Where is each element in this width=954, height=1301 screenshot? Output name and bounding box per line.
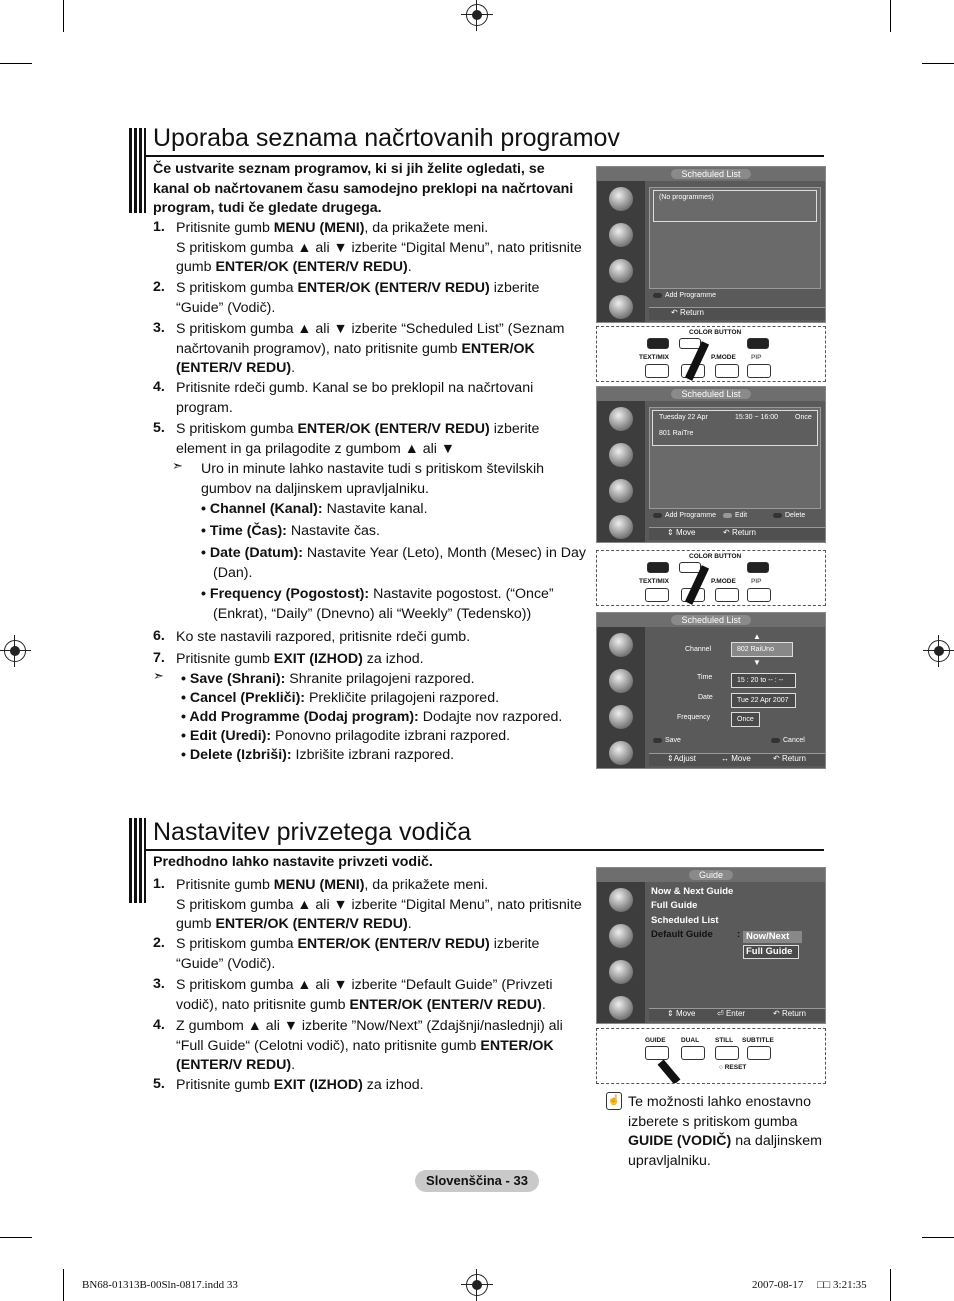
section-title: Nastavitev privzetega vodiča xyxy=(153,818,472,846)
time-field[interactable]: 15 : 20 to -- : -- xyxy=(731,673,796,688)
date-slug: 2007-08-17 xyxy=(752,1279,804,1291)
step-number: 7. xyxy=(153,650,165,666)
registration-mark-icon xyxy=(4,640,26,662)
list-entry: (No programmes) xyxy=(653,190,817,222)
step-note: Uro in minute lahko nastavite tudi s pritiskom številskih gumbov na daljinskem upravljalniku. xyxy=(201,461,545,497)
osd-list-panel xyxy=(649,187,821,289)
step-number: 4. xyxy=(153,1017,165,1033)
osd-bottom-bar: ⇕ Move ↶ Return xyxy=(649,527,825,540)
step-text: S pritiskom gumba ENTER/OK (ENTER/V REDU) izberite “Guide” (Vodič). xyxy=(176,280,540,316)
time-label: Time xyxy=(697,674,713,681)
crop-mark xyxy=(922,63,954,64)
setup-icon xyxy=(609,479,633,503)
sound-icon xyxy=(609,669,633,693)
osd-title: Scheduled List xyxy=(671,169,750,179)
input-icon xyxy=(609,741,633,765)
input-icon xyxy=(609,295,633,319)
delete-hint: Delete xyxy=(773,512,805,519)
arrow-up-icon: ▲ xyxy=(753,632,761,641)
time-slug: □□ 3:21:35 xyxy=(817,1279,867,1291)
remote-illustration: COLOR BUTTON TEXT/MIX P.MODE PIP xyxy=(596,326,826,382)
step-number: 6. xyxy=(153,628,165,644)
step-number: 3. xyxy=(153,320,165,336)
step-number: 2. xyxy=(153,935,165,951)
option-full-guide[interactable]: Full Guide xyxy=(743,945,799,959)
step-number: 5. xyxy=(153,1076,165,1092)
step-number: 5. xyxy=(153,420,165,436)
frequency-label: Frequency xyxy=(677,714,711,721)
step-text: S pritiskom gumba ENTER/OK (ENTER/V REDU) izberite element in ga prilagodite z gumbom ▲ ali ▼ xyxy=(176,421,540,457)
osd-title: Scheduled List xyxy=(671,615,750,625)
registration-mark-icon xyxy=(928,640,950,662)
red-button xyxy=(647,562,669,573)
list-entry[interactable]: Tuesday 22 Apr 15:30 ~ 16:00 Once 801 RaiTre xyxy=(652,410,818,446)
bullet-item: • Channel (Kanal): Nastavite kanal. xyxy=(201,501,428,517)
save-hint: Save xyxy=(653,737,681,744)
osd-scheduled-list-empty xyxy=(596,166,826,323)
crop-mark xyxy=(0,1237,32,1238)
sound-icon xyxy=(609,924,633,948)
step-text: Pritisnite gumb MENU (MENI), da prikažete meni. S pritiskom gumba ▲ ali ▼ izberite “Digital Menu”, nato pritisnite gumb ENTER/OK (ENTER/V REDU). xyxy=(176,220,582,275)
note-arrow-icon: ➣ xyxy=(172,458,183,473)
bullet-item: • Add Programme (Dodaj program): Dodajte nov razpored. xyxy=(181,709,563,725)
add-programme-hint: Add Programme xyxy=(653,512,716,519)
red-button xyxy=(647,338,669,349)
pointer-hand-icon xyxy=(658,1059,681,1084)
sound-icon xyxy=(609,443,633,467)
step-number: 1. xyxy=(153,219,165,235)
date-field[interactable]: Tue 22 Apr 2007 xyxy=(731,693,796,708)
section-marker xyxy=(129,818,146,903)
bullet-item: • Frequency (Pogostost): Nastavite pogostost. (“Once” (Enkrat), “Daily” (Dnevno) ali “Weekly” (Tedensko)) xyxy=(201,586,554,622)
osd-schedule-edit xyxy=(596,612,826,769)
crop-mark xyxy=(0,63,32,64)
osd-scheduled-list xyxy=(596,386,826,543)
frequency-field[interactable]: Once xyxy=(731,712,760,727)
section-title: Uporaba seznama načrtovanih programov xyxy=(153,124,620,152)
setup-icon xyxy=(609,705,633,729)
osd-menu-sidebar xyxy=(597,401,645,542)
step-number: 2. xyxy=(153,279,165,295)
osd-title: Scheduled List xyxy=(671,389,750,399)
osd-bottom-bar: ↶ Return xyxy=(649,307,825,320)
menu-item-now-next-guide[interactable]: Now & Next Guide xyxy=(651,886,734,897)
page-number: Slovenščina - 33 xyxy=(415,1170,539,1192)
osd-menu-sidebar xyxy=(597,181,645,322)
blue-button xyxy=(747,338,769,349)
remote-illustration: GUIDE DUAL STILL SUBTITLE ○ RESET xyxy=(596,1028,826,1084)
setup-icon xyxy=(609,960,633,984)
option-now-next[interactable]: Now/Next xyxy=(743,931,802,943)
picture-icon xyxy=(609,407,633,431)
step-number: 4. xyxy=(153,379,165,395)
bullet-item: • Cancel (Prekliči): Prekličite prilagojeni razpored. xyxy=(181,690,500,706)
menu-item-scheduled-list[interactable]: Scheduled List xyxy=(651,915,719,926)
registration-mark-icon xyxy=(466,1274,488,1296)
file-slug: BN68-01313B-00Sln-0817.indd 33 xyxy=(82,1279,238,1291)
note-arrow-icon: ➣ xyxy=(153,668,164,683)
step-text: S pritiskom gumba ENTER/OK (ENTER/V REDU) izberite “Guide” (Vodič). xyxy=(176,936,540,972)
crop-mark xyxy=(63,1269,64,1301)
input-icon xyxy=(609,996,633,1020)
input-icon xyxy=(609,515,633,539)
tip-text: Te možnosti lahko enostavno izberete s pritiskom gumba GUIDE (VODIČ) na daljinskem upravljalniku. xyxy=(628,1094,822,1169)
osd-list-panel xyxy=(649,407,821,509)
picture-icon xyxy=(609,187,633,211)
step-number: 1. xyxy=(153,876,165,892)
crop-mark xyxy=(890,0,891,32)
step-number: 3. xyxy=(153,976,165,992)
bullet-item: • Edit (Uredi): Ponovno prilagodite izbrani razpored. xyxy=(181,728,511,744)
crop-mark xyxy=(63,0,64,32)
step-text: Pritisnite gumb MENU (MENI), da prikažete meni. S pritiskom gumba ▲ ali ▼ izberite “Digital Menu”, nato pritisnite gumb ENTER/OK (ENTER/V REDU). xyxy=(176,877,582,932)
date-label: Date xyxy=(698,694,713,701)
channel-label: Channel xyxy=(685,646,712,653)
hand-icon: ☝ xyxy=(606,1092,622,1110)
picture-icon xyxy=(609,888,633,912)
osd-title: Guide xyxy=(689,870,733,880)
menu-item-default-guide[interactable]: Default Guide xyxy=(651,929,713,940)
osd-bottom-bar: ⇕Adjust ↔ Move ↶ Return xyxy=(649,753,825,766)
osd-menu-sidebar xyxy=(597,882,645,1023)
blue-button xyxy=(747,562,769,573)
edit-hint: Edit xyxy=(723,512,747,519)
add-programme-hint: Add Programme xyxy=(653,292,716,299)
channel-field[interactable]: 802 RaiUno xyxy=(731,642,793,657)
bullet-item: • Date (Datum): Nastavite Year (Leto), Month (Mesec) in Day (Dan). xyxy=(201,545,587,581)
crop-mark xyxy=(922,1237,954,1238)
osd-menu-sidebar xyxy=(597,627,645,768)
section-marker xyxy=(129,128,146,213)
picture-icon xyxy=(609,633,633,657)
step-text: S pritiskom gumba ▲ ali ▼ izberite “Default Guide” (Privzeti vodič), nato pritisnite gumb ENTER/OK (ENTER/V REDU). xyxy=(176,977,553,1013)
bullet-item: • Save (Shrani): Shranite prilagojeni razpored. xyxy=(181,671,475,687)
section-intro: Predhodno lahko nastavite privzeti vodič. xyxy=(153,854,433,870)
remote-illustration: COLOR BUTTON TEXT/MIX P.MODE PIP xyxy=(596,550,826,606)
section-intro: Če ustvarite seznam programov, ki si jih želite ogledati, se kanal ob načrtovanem času samodejno preklopi na načrtovani program, tudi če gledate drugega. xyxy=(153,161,574,216)
step-text: Z gumbom ▲ ali ▼ izberite ”Now/Next” (Zdajšnji/naslednji) ali “Full Guide“ (Celotni vodič), nato pritisnite gumb ENTER/OK (ENTER/V REDU). xyxy=(176,1018,563,1073)
bullet-item: • Time (Čas): Nastavite čas. xyxy=(201,523,380,539)
step-text: Pritisnite rdeči gumb. Kanal se bo preklopil na načrtovani program. xyxy=(176,380,534,416)
registration-mark-icon xyxy=(466,4,488,26)
menu-item-full-guide[interactable]: Full Guide xyxy=(651,900,698,911)
arrow-down-icon: ▼ xyxy=(753,658,761,667)
step-text: Pritisnite gumb EXIT (IZHOD) za izhod. xyxy=(176,1077,424,1093)
step-text: S pritiskom gumba ▲ ali ▼ izberite “Scheduled List” (Seznam načrtovanih programov), nato pritisnite gumb ENTER/OK (ENTER/V REDU). xyxy=(176,321,565,376)
crop-mark xyxy=(890,1269,891,1301)
osd-guide: Guide Now & Next Guide Full Guide Scheduled List Default Guide : Now/Next Full Guide ⇕ Move ⏎ Enter ↶ Return xyxy=(596,867,826,1024)
step-text: Ko ste nastavili razpored, pritisnite rdeči gumb. xyxy=(176,629,471,645)
section-rule xyxy=(146,849,824,851)
setup-icon xyxy=(609,259,633,283)
bullet-item: • Delete (Izbriši): Izbrišite izbrani razpored. xyxy=(181,747,455,763)
cancel-hint: Cancel xyxy=(771,737,805,744)
section-rule xyxy=(146,155,824,157)
step-text: Pritisnite gumb EXIT (IZHOD) za izhod. xyxy=(176,651,424,667)
osd-bottom-bar: ⇕ Move ⏎ Enter ↶ Return xyxy=(649,1008,825,1021)
sound-icon xyxy=(609,223,633,247)
